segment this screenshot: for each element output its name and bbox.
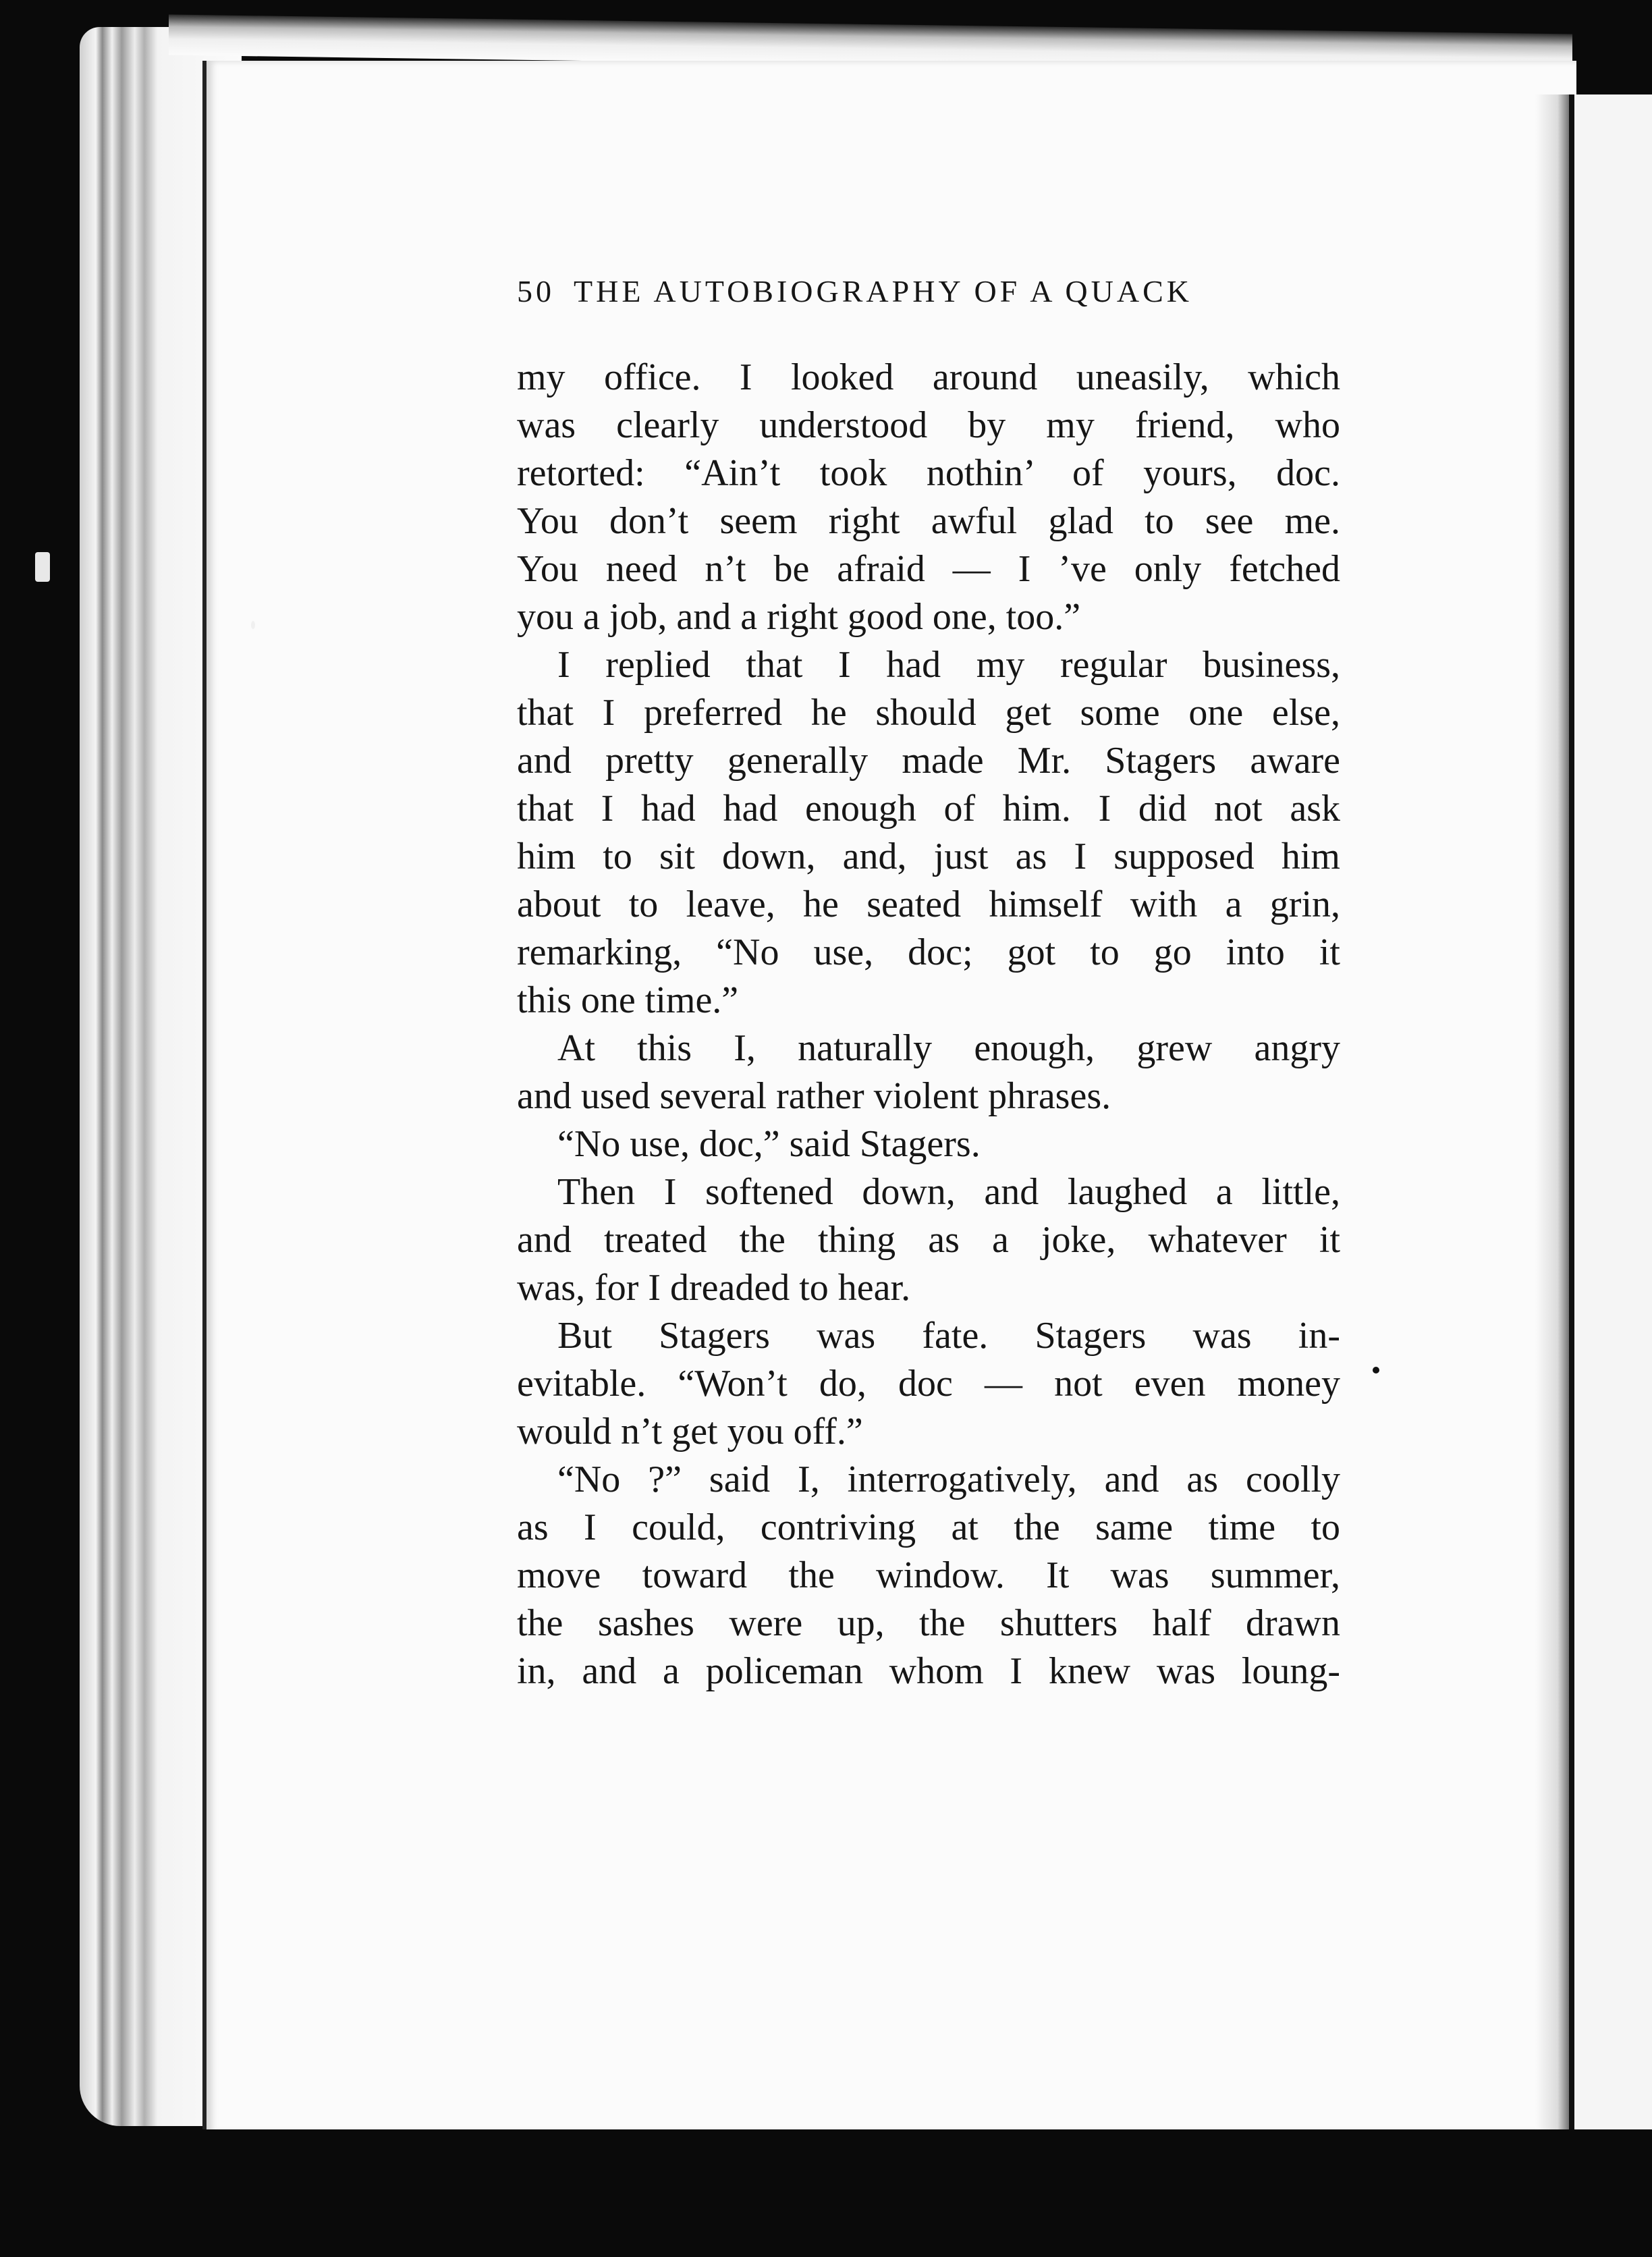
text-line: “No use, doc,” said Stagers. bbox=[557, 1123, 981, 1165]
text-line: about to leave, he seated himself with a grin, bbox=[517, 883, 1340, 925]
text-line: move toward the window. It was summer, bbox=[517, 1554, 1340, 1596]
text-line: and used several rather violent phrases. bbox=[517, 1075, 1111, 1117]
text-line: the sashes were up, the shutters half drawn bbox=[517, 1602, 1340, 1644]
text-line: You don’t seem right awful glad to see me. bbox=[517, 500, 1340, 542]
text-line: I replied that I had my regular business, bbox=[557, 644, 1340, 686]
scan-speck bbox=[1373, 1367, 1379, 1374]
text-line: this one time.” bbox=[517, 979, 739, 1021]
bottom-background bbox=[80, 2129, 1652, 2257]
text-line: and pretty generally made Mr. Stagers aware bbox=[517, 740, 1340, 782]
text-line: as I could, contriving at the same time to bbox=[517, 1506, 1340, 1548]
text-line: “No ?” said I, interrogatively, and as coolly bbox=[557, 1459, 1340, 1500]
text-line: was clearly understood by my friend, who bbox=[517, 404, 1340, 446]
text-line: and treated the thing as a joke, whatever it bbox=[517, 1219, 1340, 1261]
text-line: would n’t get you off.” bbox=[517, 1411, 863, 1452]
text-line: Then I softened down, and laughed a little, bbox=[557, 1171, 1340, 1213]
text-line: was, for I dreaded to hear. bbox=[517, 1267, 911, 1309]
text-line: remarking, “No use, doc; got to go into it bbox=[517, 931, 1340, 973]
text-line: that I had had enough of him. I did not ask bbox=[517, 788, 1340, 830]
scan-speck bbox=[35, 552, 50, 582]
page-text-block bbox=[517, 269, 1340, 1695]
text-line: retorted: “Ain’t took nothin’ of yours, doc. bbox=[517, 452, 1340, 494]
text-line: my office. I looked around uneasily, which bbox=[517, 356, 1340, 398]
page-gutter bbox=[1535, 94, 1572, 2160]
text-line: you a job, and a right good one, too.” bbox=[517, 596, 1081, 638]
running-title: THE AUTOBIOGRAPHY OF A QUACK bbox=[574, 273, 1192, 308]
text-line: But Stagers was fate. Stagers was in- bbox=[557, 1315, 1340, 1357]
body-text bbox=[517, 354, 1340, 1695]
text-line: You need n’t be afraid — I ’ve only fetched bbox=[517, 548, 1340, 590]
scan-speck bbox=[251, 621, 255, 629]
text-line: him to sit down, and, just as I supposed him bbox=[517, 836, 1340, 877]
text-line: evitable. “Won’t do, doc — not even money bbox=[517, 1363, 1340, 1405]
page-number: 50 bbox=[517, 273, 555, 308]
text-line: that I preferred he should get some one else, bbox=[517, 692, 1340, 734]
text-line: At this I, naturally enough, grew angry bbox=[557, 1027, 1340, 1069]
running-header bbox=[517, 269, 1340, 313]
facing-page-edge bbox=[1569, 94, 1652, 2160]
text-line: in, and a policeman whom I knew was loung- bbox=[517, 1650, 1340, 1692]
